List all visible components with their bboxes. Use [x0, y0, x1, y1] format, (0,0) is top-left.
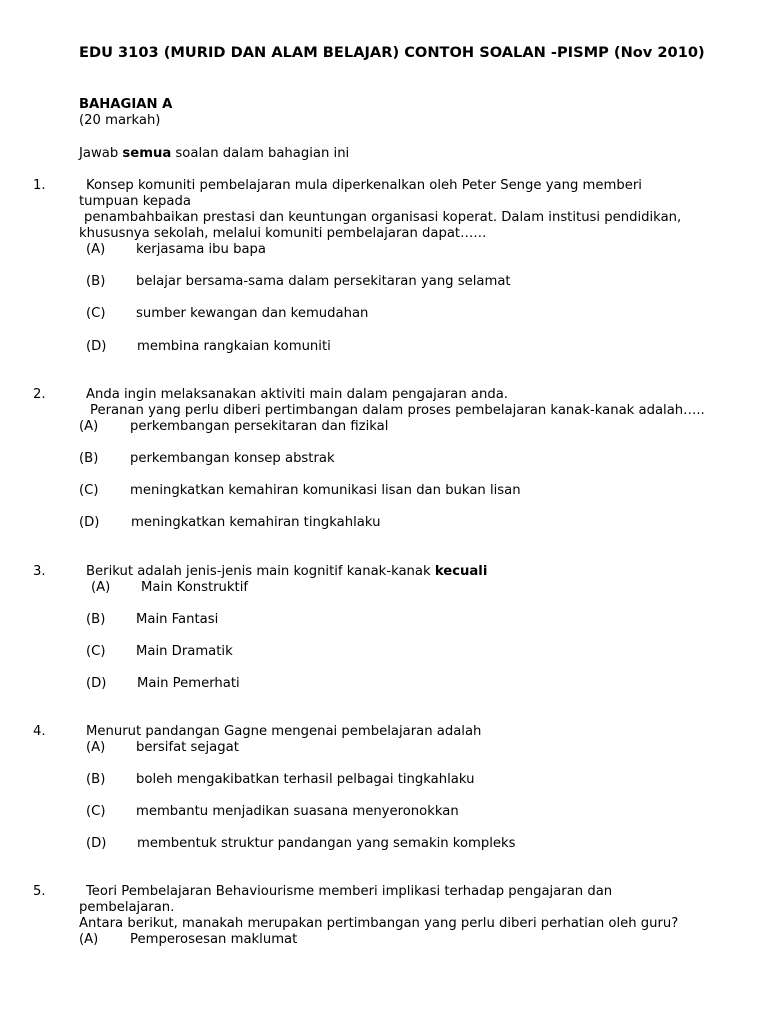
option-text: boleh mengakibatkan terhasil pelbagai tingkahlaku — [136, 772, 475, 787]
option-text: bersifat sejagat — [136, 740, 239, 755]
question-text-line: tumpuan kepada — [79, 194, 191, 209]
section-instruction — [79, 146, 349, 162]
question-text-pre: Berikut adalah jenis-jenis main kognitif kanak-kanak — [86, 564, 435, 579]
option-letter: (A) — [79, 419, 99, 434]
question-text-bold: kecuali — [434, 564, 488, 579]
option-letter: (C) — [86, 306, 106, 321]
option-letter: (C) — [79, 483, 99, 498]
option-text: Main Dramatik — [136, 644, 233, 659]
option-letter: (A) — [91, 580, 111, 595]
option-letter: (D) — [86, 339, 107, 354]
instruction-pre: Jawab — [79, 146, 123, 161]
option-text: Main Konstruktif — [141, 580, 249, 595]
question-text-line: penambahbaikan prestasi dan keuntungan organisasi koperat. Dalam institusi pendidikan, — [84, 210, 682, 225]
question-text-line: Peranan yang perlu diberi pertimbangan dalam proses pembelajaran kanak-kanak adalah….. — [90, 403, 705, 418]
option-letter: (A) — [79, 932, 99, 947]
question-number: 2. — [33, 387, 46, 402]
document-title: EDU 3103 (MURID DAN ALAM BELAJAR) CONTOH SOALAN -PISMP (Nov 2010) — [79, 44, 705, 61]
option-text: perkembangan persekitaran dan fizikal — [130, 419, 389, 434]
option-letter: (B) — [79, 451, 99, 466]
option-letter: (D) — [86, 836, 107, 851]
question-text-line: Anda ingin melaksanakan aktiviti main dalam pengajaran anda. — [86, 387, 508, 402]
question-text-line: Konsep komuniti pembelajaran mula diperkenalkan oleh Peter Senge yang memberi — [86, 178, 642, 193]
instruction-bold: semua — [122, 146, 172, 161]
option-text: membina rangkaian komuniti — [137, 339, 331, 354]
option-text: kerjasama ibu bapa — [136, 242, 267, 257]
option-letter: (A) — [86, 242, 106, 257]
option-text: perkembangan konsep abstrak — [130, 451, 335, 466]
question-text-line: Antara berikut, manakah merupakan pertimbangan yang perlu diberi perhatian oleh guru? — [79, 916, 679, 931]
question-text-line: Teori Pembelajaran Behaviourisme memberi implikasi terhadap pengajaran dan — [86, 884, 613, 899]
option-text: membantu menjadikan suasana menyeronokkan — [136, 804, 459, 819]
option-text: Pemperosesan maklumat — [130, 932, 298, 947]
instruction-post: soalan dalam bahagian ini — [171, 146, 350, 161]
option-text: meningkatkan kemahiran komunikasi lisan dan bukan lisan — [130, 483, 521, 498]
option-text: meningkatkan kemahiran tingkahlaku — [131, 515, 381, 530]
option-letter: (D) — [86, 676, 107, 691]
question-text-line: pembelajaran. — [79, 900, 175, 915]
question-number: 1. — [33, 178, 46, 193]
option-text: Main Pemerhati — [137, 676, 240, 691]
option-letter: (B) — [86, 274, 106, 289]
section-marks: (20 markah) — [79, 113, 161, 128]
question-text-line: khususnya sekolah, melalui komuniti pembelajaran dapat…… — [79, 226, 487, 241]
option-text: belajar bersama-sama dalam persekitaran yang selamat — [136, 274, 511, 289]
option-letter: (B) — [86, 772, 106, 787]
option-letter: (A) — [86, 740, 106, 755]
question-number: 5. — [33, 884, 46, 899]
option-text: Main Fantasi — [136, 612, 219, 627]
question-number: 4. — [33, 724, 46, 739]
question-text-line: Menurut pandangan Gagne mengenai pembelajaran adalah — [86, 724, 482, 739]
question-text-line — [86, 564, 487, 580]
option-letter: (C) — [86, 804, 106, 819]
option-letter: (C) — [86, 644, 106, 659]
option-letter: (B) — [86, 612, 106, 627]
section-heading: BAHAGIAN A — [79, 97, 173, 112]
option-text: membentuk struktur pandangan yang semakin kompleks — [137, 836, 516, 851]
question-number: 3. — [33, 564, 46, 579]
option-letter: (D) — [79, 515, 100, 530]
option-text: sumber kewangan dan kemudahan — [136, 306, 369, 321]
